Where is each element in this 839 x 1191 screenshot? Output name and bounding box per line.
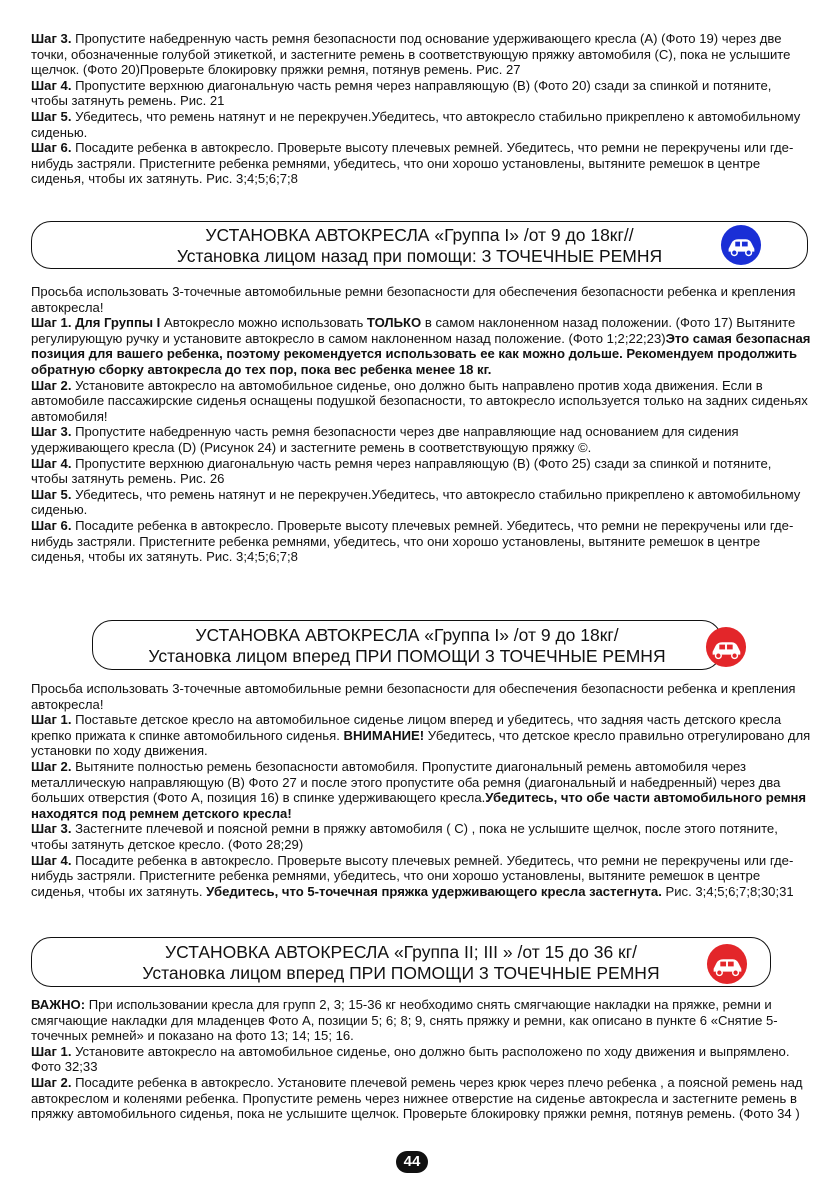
top-steps <box>31 31 811 187</box>
step-3 <box>31 821 811 852</box>
step-label: Шаг 5. <box>31 108 72 124</box>
car-forward-facing-icon <box>705 626 747 668</box>
step-4 <box>31 456 811 487</box>
banner-title: УСТАНОВКА АВТОКРЕСЛА «Группа I» /от 9 до 18кг// <box>205 225 634 245</box>
step-text: Пропустите верхнюю диагональную часть ремня через направляющую (B) (Фото 20) сзади за спинкой и потяните, чтобы затянуть ремень. Рис. 21 <box>31 77 772 109</box>
step-label: Шаг 1. <box>31 1043 72 1059</box>
section-group1-rear <box>31 284 811 565</box>
banner-subtitle: Установка лицом назад при помощи: 3 ТОЧЕЧНЫЕ РЕМНЯ <box>176 246 663 266</box>
section-group1-forward <box>31 681 811 899</box>
step-2 <box>31 378 811 425</box>
top-step-4 <box>31 78 811 109</box>
step-text: Убедитесь, что ремень натянут и не перекручен.Убедитесь, что автокресло стабильно прикреплено к автомобильному сиденью. <box>31 108 801 140</box>
step-text: Убедитесь, что ремень натянут и не перекручен.Убедитесь, что автокресло стабильно прикреплено к автомобильному сиденью. <box>31 486 801 518</box>
step-label: Шаг 6. <box>31 140 72 156</box>
step-text: Застегните плечевой и поясной ремни в пряжку автомобиля ( C) , пока не услышите щелчок, после этого потяните, чтобы затянуть детское кресло. (Фото 28;29) <box>31 821 778 852</box>
important-label: ВАЖНО: <box>31 997 86 1012</box>
section-banner-group1-rear <box>31 221 808 269</box>
banner-subtitle: Установка лицом вперед ПРИ ПОМОЩИ 3 ТОЧЕЧНЫЕ РЕМНЯ <box>142 963 660 983</box>
step-label: Шаг 4. <box>31 77 72 93</box>
top-step-6 <box>31 140 811 187</box>
section-intro: Просьба использовать 3-точечные автомобильные ремни безопасности для обеспечения безопасности ребенка и крепления автокресла! <box>31 284 796 315</box>
step-text: Пропустите верхнюю диагональную часть ремня через направляющую (B) (Фото 25) сзади за спинкой и потяните, чтобы затянуть ремень. Рис. 26 <box>31 455 772 487</box>
step-text: Пропустите набедренную часть ремня безопасности под основание удерживающего кресла (A) (Фото 19) через две точки, обозначенные голубой этикеткой, и застегните ремень в соответствующую пряжку автомобиля (C), пока не услышите щелчок. (Фото 20)Проверьте блокировку пряжки ремня, потянув ремень. Рис. 27 <box>31 31 791 78</box>
step-5 <box>31 487 811 518</box>
step-text: Пропустите набедренную часть ремня безопасности через две направляющие над основанием для сидения удерживающего кресла (D) (Рисунок 24) и застегните ремень в соответствующую пряжку ©. <box>31 424 739 455</box>
step-text: Посадите ребенка в автокресло. Установите плечевой ремень через крюк через плечо ребенка , а поясной ремень над автокреслом и коленями ребенка. Пропустите ремень через нижнее отверстие на сиденье автокресла и застегните ремень в пряжку автомобильного сиденья, пока не услышите щелчок. Проверьте блокировку пряжки ремня, потянув ремень. (Фото 34 ) <box>31 1074 803 1122</box>
car-forward-facing-icon <box>706 943 748 985</box>
step-text: в самом наклоненном назад положении. (Фото 17) Вытяните регулирующую ручку и установите автокресло в самом наклоненном назад положение. (Фото 1;2;22;23) <box>31 315 796 346</box>
banner-title: УСТАНОВКА АВТОКРЕСЛА «Группа II; III » /от 15 до 36 кг/ <box>165 942 637 962</box>
step-label: Шаг 6. <box>31 517 72 533</box>
step-text: Установите автокресло на автомобильное сиденье, оно должно быть направлено против хода движения. Если в автомобиле пассажирские сиденья оснащены подушкой безопасности, то автокресло используется только на задних сиденьях автомобиля! <box>31 377 808 424</box>
step-label: Шаг 4. <box>31 852 72 868</box>
step-text: Установите автокресло на автомобильное сиденье, оно должно быть расположено по ходу движения и выпрямлено. Фото 32;33 <box>31 1043 790 1075</box>
step-1 <box>31 1044 811 1075</box>
step-text: Посадите ребенка в автокресло. Проверьте высоту плечевых ремней. Убедитесь, что ремни не перекручены или где-нибудь застряли. Пристегните ребенка ремнями, убедитесь, что они хорошо установлены, вытяните ремешок в центре сиденья, чтобы их затянуть. <box>31 852 794 899</box>
step-text: Рис. 3;4;5;6;7;8;30;31 <box>661 883 794 899</box>
banner-title: УСТАНОВКА АВТОКРЕСЛА «Группа I» /от 9 до 18кг/ <box>195 625 619 645</box>
step-3 <box>31 424 811 455</box>
step-text: Вытяните полностью ремень безопасности автомобиля. Пропустите диагональный ремень автомобиля через металлическую направляющую (B) Фото 27 и после этого пропустите оба ремня (диагональный и набедренный) через два больших отверстия (Фото A, позиция 16) в спинке удерживающего кресла. <box>31 758 781 806</box>
step-text: Автокресло можно использовать <box>160 315 367 331</box>
step-label: Шаг 3. <box>31 821 72 837</box>
section-banner-group2-3 <box>31 937 771 987</box>
step-label: Шаг 4. <box>31 455 72 471</box>
important-note <box>31 997 811 1044</box>
buckle-warning: Убедитесь, что 5-точечная пряжка удерживающего кресла застегнута. <box>206 883 662 899</box>
warning-label: ВНИМАНИЕ! <box>343 727 425 743</box>
step-2 <box>31 759 811 821</box>
step-text: Посадите ребенка в автокресло. Проверьте высоту плечевых ремней. Убедитесь, что ремни не перекручены или где-нибудь застряли. Пристегните ребенка ремнями, убедитесь, что они хорошо установлены, вытяните ремешок в центре сиденья, чтобы их затянуть. Рис. 3;4;5;6;7;8 <box>31 140 794 187</box>
important-text: При использовании кресла для групп 2, 3; 15-36 кг необходимо снять смягчающие накладки на пряжке, ремни и смягчающие накладки для младенцев Фото A, позиции 5; 6; 8; 9, снять пряжку и ремни, как описано в пункте 6 «Снятие 5-точечных ремней» и показано на фото 13; 14; 15; 16. <box>31 997 778 1044</box>
step-text: Поставьте детское кресло на автомобильное сиденье лицом вперед и убедитесь, что задняя часть детского кресла крепко прижата к спинке автомобильного сиденья. <box>31 712 782 743</box>
top-step-3 <box>31 31 811 78</box>
step-4 <box>31 853 811 900</box>
step-text: Убедитесь, что детское кресло правильно отрегулировано для установки по ходу движения. <box>31 727 811 759</box>
step-label: Шаг 3. <box>31 31 72 46</box>
step-label: Шаг 2. <box>31 1074 72 1090</box>
step-1 <box>31 315 811 377</box>
emphasis-only: ТОЛЬКО <box>366 315 422 331</box>
step-label: Шаг 5. <box>31 486 72 502</box>
top-step-5 <box>31 109 811 140</box>
banner-subtitle: Установка лицом вперед ПРИ ПОМОЩИ 3 ТОЧЕЧНЫЕ РЕМНЯ <box>148 646 666 666</box>
page-number: 44 <box>396 1151 428 1173</box>
car-rear-facing-icon <box>720 224 762 266</box>
step-6 <box>31 518 811 565</box>
belt-warning: Убедитесь, что обе части автомобильного ремня находятся под ремнем детского кресла! <box>31 790 807 821</box>
section-banner-group1-forward <box>92 620 722 670</box>
step-label: Шаг 2. <box>31 758 72 774</box>
step-text: Посадите ребенка в автокресло. Проверьте высоту плечевых ремней. Убедитесь, что ремни не перекручены или где-нибудь застряли. Пристегните ребенка ремнями, убедитесь, что они хорошо установлены, вытяните ремешок в центре сиденья, чтобы их затянуть. Рис. 3;4;5;6;7;8 <box>31 517 794 565</box>
section-group2-3 <box>31 997 811 1122</box>
section-intro: Просьба использовать 3-точечные автомобильные ремни безопасности для обеспечения безопасности ребенка и крепления автокресла! <box>31 681 796 712</box>
step-2 <box>31 1075 811 1122</box>
step-label: Шаг 3. <box>31 424 72 440</box>
step-1 <box>31 712 811 759</box>
step-label: Шаг 2. <box>31 377 72 393</box>
step-label: Шаг 1. Для Группы I <box>31 315 161 331</box>
safety-recommendation: Это самая безопасная позиция для вашего ребенка, поэтому рекомендуется использовать ее как можно дольше. Рекомендуем продолжить обратную сборку автокресла до тех пор, пока вес ребенка менее 18 кг. <box>31 330 811 377</box>
step-label: Шаг 1. <box>31 712 72 728</box>
